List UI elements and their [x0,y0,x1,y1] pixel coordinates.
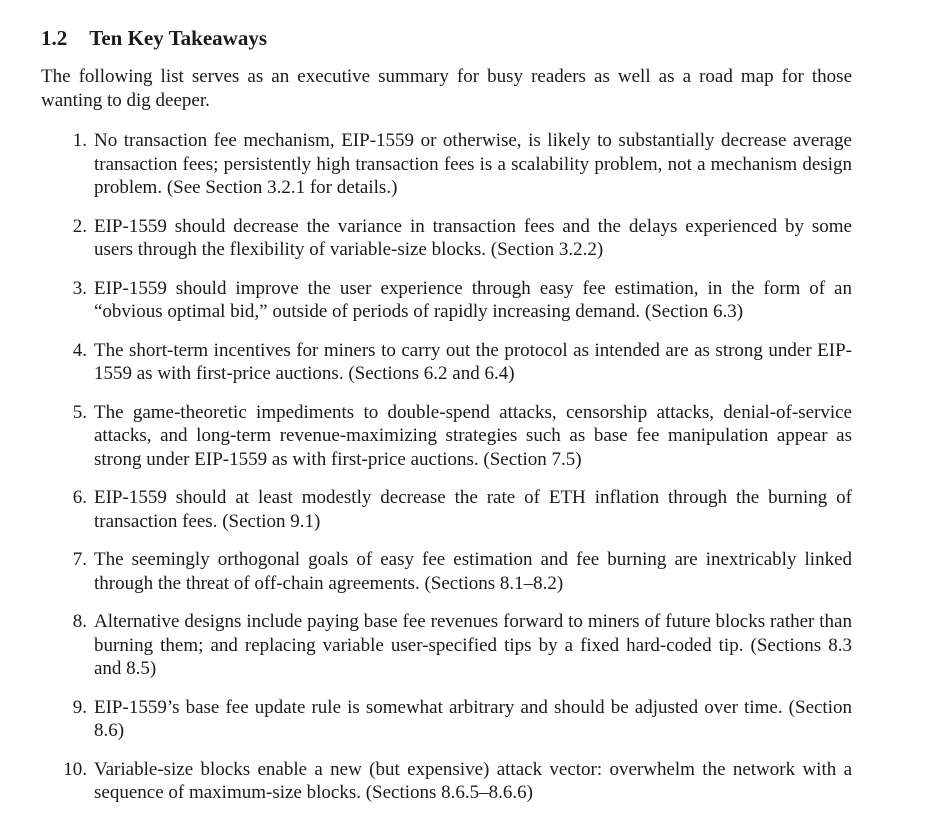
takeaway-item [41,401,852,472]
item-text: The seemingly orthogonal goals of easy fee estimation and fee burning are inextricably linked through the threat of off-chain agreements. (Sections 8.1–8.2) [94,549,852,594]
section-number: 1.2 [41,26,68,50]
item-text: EIP-1559 should decrease the variance in transaction fees and the delays experienced by some users through the flexibility of variable-size blocks. (Section 3.2.2) [94,215,852,260]
item-number: 1. [72,130,87,151]
item-text: The game-theoretic impediments to double-spend attacks, censorship attacks, denial-of-service attacks, and long-term revenue-maximizing strategies such as base fee manipulation appear as strong under EIP-1559 as with first-price auctions. (Section 7.5) [94,401,852,470]
takeaway-item [41,610,852,681]
item-text: EIP-1559 should at least modestly decrease the rate of ETH inflation through the burning of transaction fees. (Section 9.1) [94,487,852,532]
item-text: The short-term incentives for miners to carry out the protocol as intended are as strong under EIP-1559 as with first-price auctions. (Sections 6.2 and 6.4) [94,339,852,384]
item-number: 4. [72,339,87,361]
takeaway-item [41,486,852,533]
takeaway-item [41,339,852,386]
item-number: 9. [72,696,87,718]
item-text: No transaction fee mechanism, EIP-1559 or otherwise, is likely to substantially decrease average transaction fees; persistently high transaction fees is a scalability problem, not a mechanism design problem. (See Section 3.2.1 for details.) [94,130,852,198]
item-text: EIP-1559’s base fee update rule is somewhat arbitrary and should be adjusted over time. (Section 8.6) [94,696,852,741]
item-number: 10. [63,758,87,780]
item-number: 3. [72,277,87,299]
item-text: Variable-size blocks enable a new (but expensive) attack vector: overwhelm the network with a sequence of maximum-size blocks. (Sections 8.6.5–8.6.6) [94,758,852,803]
takeaway-item [41,758,852,805]
item-number: 6. [72,487,87,508]
takeaway-item [41,215,852,262]
item-text: Alternative designs include paying base fee revenues forward to miners of future blocks rather than burning them; and replacing variable user-specified tips by a fixed hard-coded tip. (Sections 8.3 and 8.5) [94,611,852,679]
takeaways-list [41,129,852,805]
intro-paragraph: The following list serves as an executive summary for busy readers as well as a road map for those wanting to dig deeper. [41,66,852,111]
item-number: 5. [72,401,87,423]
item-text: EIP-1559 should improve the user experience through easy fee estimation, in the form of an “obvious optimal bid,” outside of periods of rapidly increasing demand. (Section 6.3) [94,277,852,322]
item-number: 8. [72,611,87,632]
item-number: 2. [72,215,87,237]
section-heading [41,25,852,51]
takeaway-item [41,129,852,200]
takeaway-item [41,548,852,595]
takeaway-item [41,277,852,324]
item-number: 7. [72,549,87,570]
section-title: Ten Key Takeaways [89,26,268,50]
takeaway-item [41,696,852,743]
